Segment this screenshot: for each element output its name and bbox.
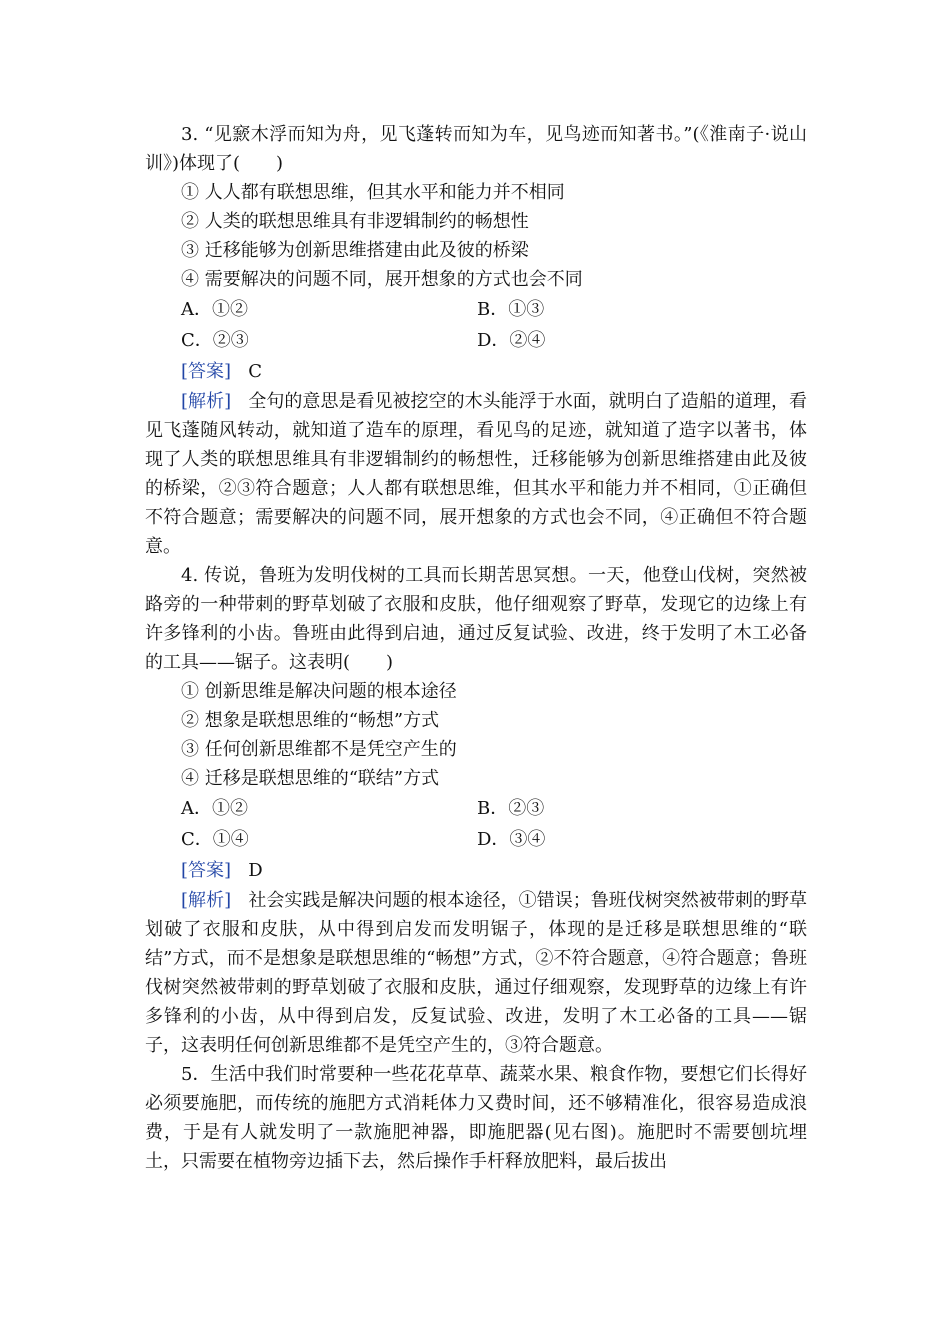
q4-option-1: ① 创新思维是解决问题的根本途径: [181, 681, 457, 702]
q4-choice-b: B．②③: [477, 798, 545, 819]
q3-choice-d: D．②④: [477, 330, 546, 351]
q3-stem: 3. “见窾木浮而知为舟，见飞蓬转而知为车，见鸟迹而知著书。”(《淮南子·说山训》)体现了( ): [145, 124, 807, 174]
q3-choice-a: A．①②: [181, 299, 248, 320]
document-page: [145, 120, 807, 1176]
q4-analysis-tag: [解析]: [181, 890, 232, 911]
q3-answer: [145, 356, 807, 387]
q4-option-4: ④ 迁移是联想思维的“联结”方式: [181, 768, 440, 789]
q4-choices-row-2: [145, 824, 807, 855]
q3-choices-row-1: [145, 294, 807, 325]
q4-answer-tag: [答案]: [181, 860, 232, 881]
q4-choices-row-1: [145, 793, 807, 824]
q3-analysis: [145, 387, 807, 561]
q3-choice-c: C．②③: [181, 330, 249, 351]
q4-stem: 4. 传说，鲁班为发明伐树的工具而长期苦思冥想。一天，他登山伐树，突然被路旁的一种带刺的野草划破了衣服和皮肤，他仔细观察了野草，发现它的边缘上有许多锋利的小齿。鲁班由此得到启迪，通过反复试验、改进，终于发明了木工必备的工具——锯子。这表明( ): [145, 565, 807, 673]
q3-option-3: ③ 迁移能够为创新思维搭建由此及彼的桥梁: [181, 240, 529, 261]
q4-answer-value: D: [248, 860, 263, 881]
q3-option-1: ① 人人都有联想思维，但其水平和能力并不相同: [181, 182, 565, 203]
q3-analysis-tag: [解析]: [181, 391, 232, 412]
q4-analysis: [145, 886, 807, 1060]
q3-choice-b: B．①③: [477, 299, 545, 320]
q3-option-4: ④ 需要解决的问题不同，展开想象的方式也会不同: [181, 269, 583, 290]
q4-choice-d: D．③④: [477, 829, 546, 850]
q3-answer-tag: [答案]: [181, 361, 232, 382]
q4-answer: [145, 855, 807, 886]
q4-choice-a: A．①②: [181, 798, 248, 819]
q4-option-3: ③ 任何创新思维都不是凭空产生的: [181, 739, 457, 760]
q4-analysis-text: 社会实践是解决问题的根本途径，①错误；鲁班伐树突然被带刺的野草划破了衣服和皮肤，从中得到启发而发明锯子，体现的是迁移是联想思维的“联结”方式，而不是想象是联想思维的“畅想”方式，②不符合题意，④符合题意；鲁班伐树突然被带刺的野草划破了衣服和皮肤，通过仔细观察，发现野草的边缘上有许多锋利的小齿，从中得到启发，反复试验、改进，发明了木工必备的工具——锯子，这表明任何创新思维都不是凭空产生的，③符合题意。: [145, 890, 808, 1056]
q4-choice-c: C．①④: [181, 829, 249, 850]
q3-choices-row-2: [145, 325, 807, 356]
q4-option-2: ② 想象是联想思维的“畅想”方式: [181, 710, 440, 731]
q5-stem: 5．生活中我们时常要种一些花花草草、蔬菜水果、粮食作物，要想它们长得好必须要施肥，而传统的施肥方式消耗体力又费时间，还不够精准化，很容易造成浪费，于是有人就发明了一款施肥神器，即施肥器(见右图)。施肥时不需要刨坑埋土，只需要在植物旁边插下去，然后操作手杆释放肥料，最后拔出: [145, 1064, 807, 1172]
q3-option-2: ② 人类的联想思维具有非逻辑制约的畅想性: [181, 211, 529, 232]
q3-analysis-text: 全句的意思是看见被挖空的木头能浮于水面，就明白了造船的道理，看见飞蓬随风转动，就知道了造车的原理，看见鸟的足迹，就知道了造字以著书，体现了人类的联想思维具有非逻辑制约的畅想性，迁移能够为创新思维搭建由此及彼的桥梁，②③符合题意；人人都有联想思维，但其水平和能力并不相同，①正确但不符合题意；需要解决的问题不同，展开想象的方式也会不同，④正确但不符合题意。: [145, 391, 808, 557]
q3-answer-value: C: [248, 361, 262, 382]
